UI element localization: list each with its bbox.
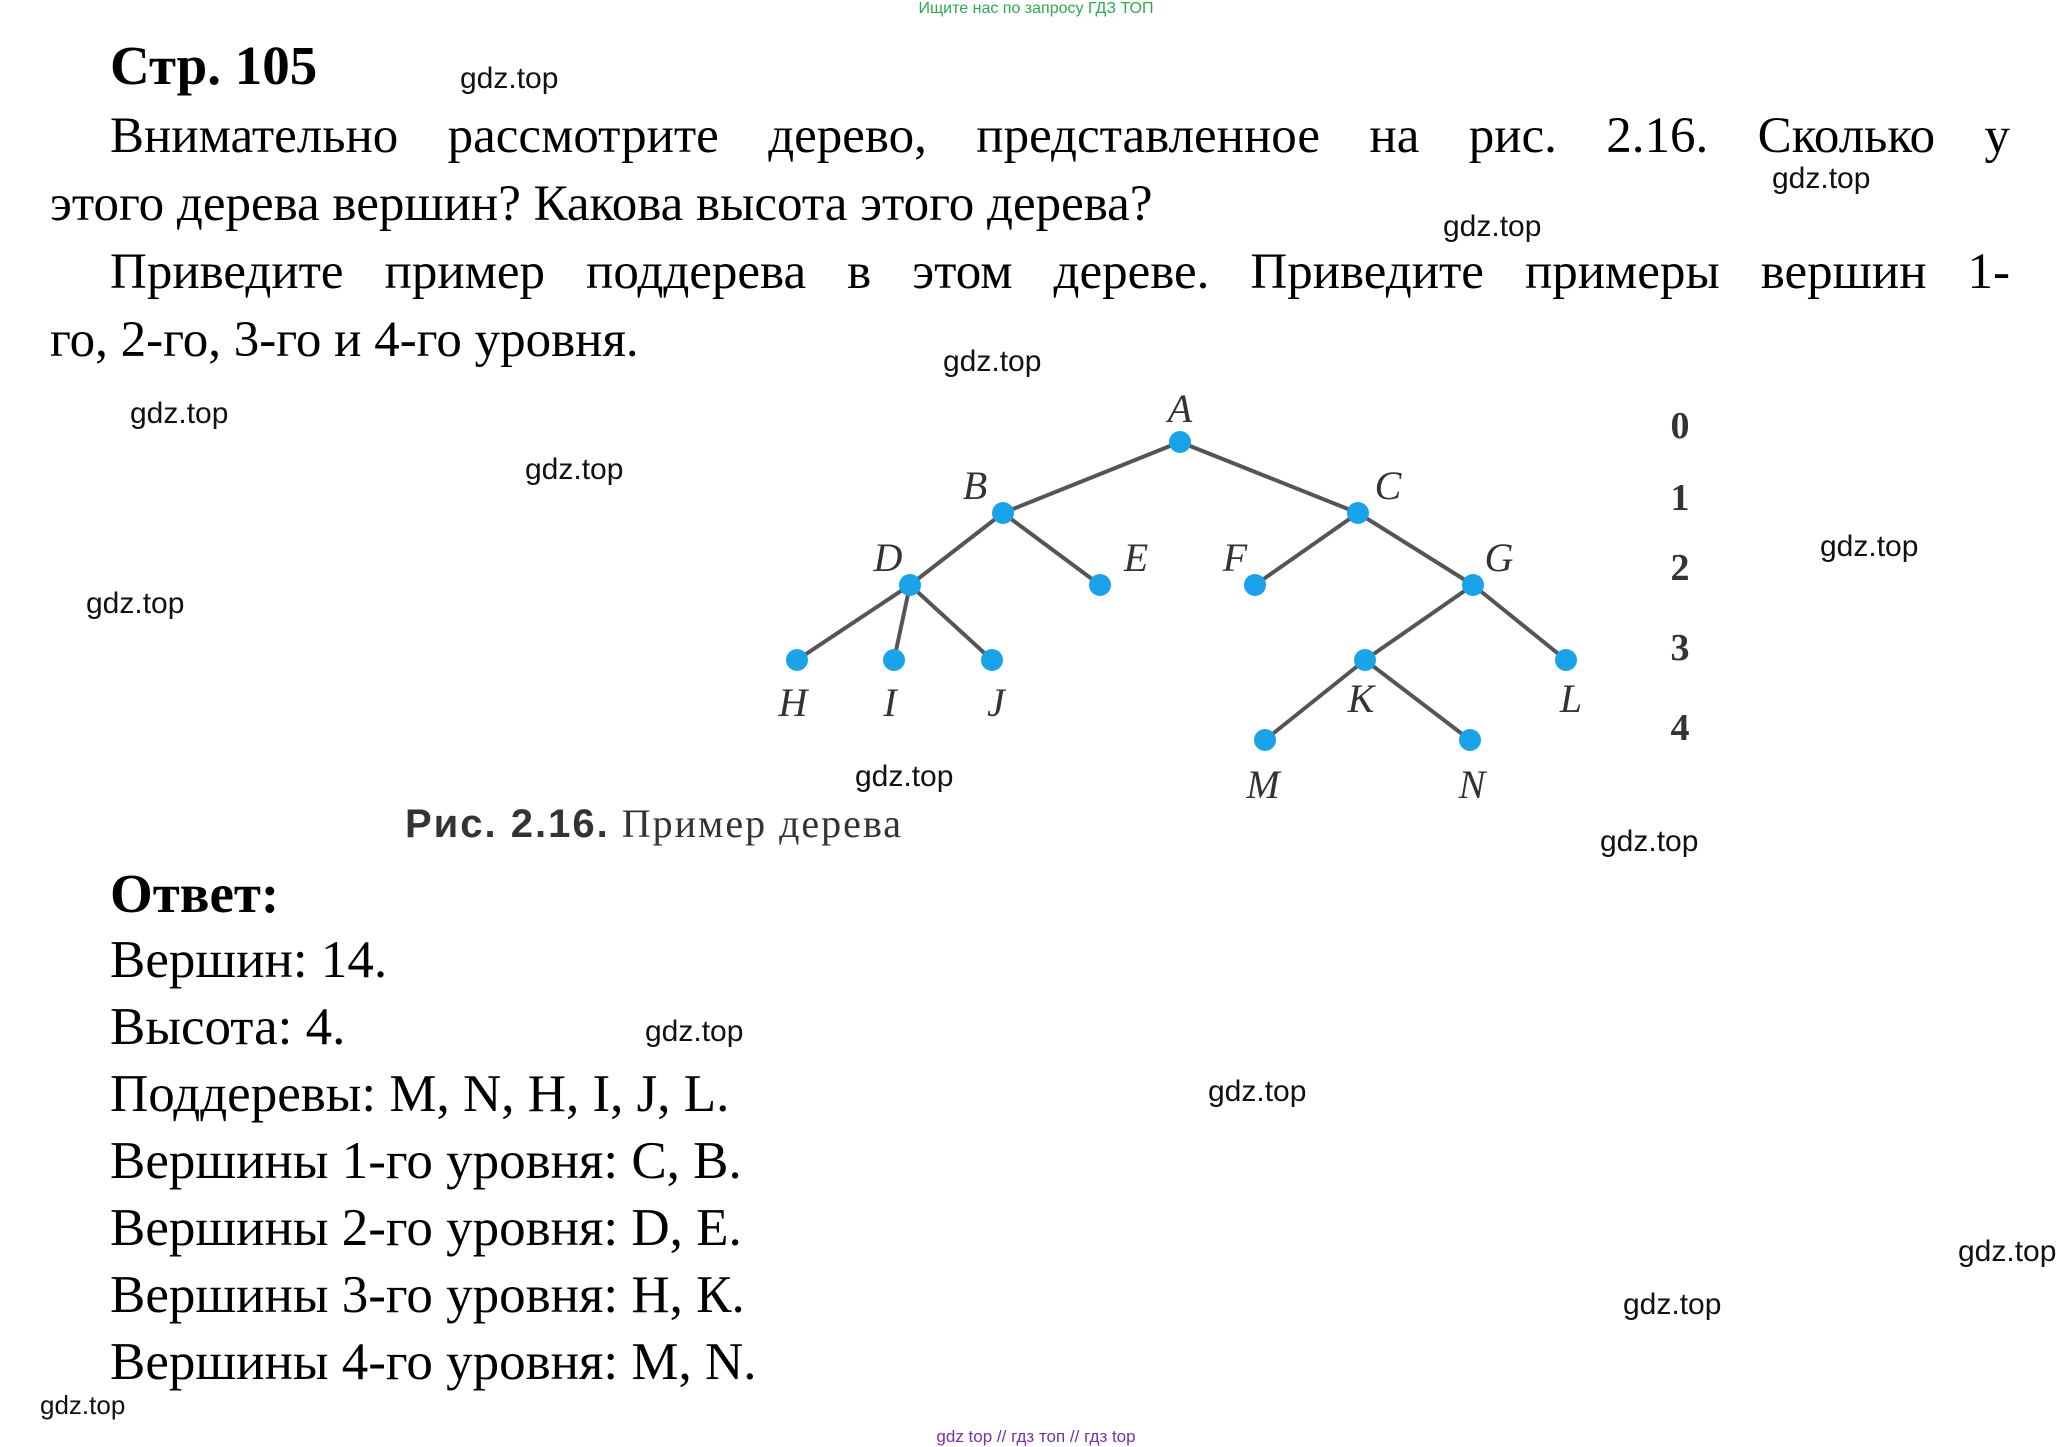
tree-level-label-4: 4	[1670, 707, 1690, 749]
tree-nodes	[778, 386, 1583, 807]
tree-node-label-B: B	[962, 463, 988, 508]
answer-level-4: Вершины 4-го уровня: M, N.	[110, 1333, 757, 1391]
answer-subtrees: Поддеревы: M, N, H, I, J, L.	[110, 1065, 730, 1123]
tree-node-label-F: F	[1222, 535, 1248, 580]
watermark: gdz.top	[1623, 1288, 1722, 1321]
tree-edge-D-H	[797, 585, 910, 660]
tree-node-M	[1254, 729, 1276, 751]
tree-edge-A-B	[1003, 442, 1180, 513]
watermark: gdz.top	[1958, 1235, 2057, 1268]
watermark: gdz.top	[1820, 530, 1919, 563]
tree-node-label-M: M	[1246, 762, 1280, 807]
answer-heading: Ответ:	[110, 863, 280, 924]
tree-node-K	[1354, 649, 1376, 671]
tree-node-C	[1347, 502, 1369, 524]
tree-node-label-A: A	[1167, 386, 1193, 431]
tree-edge-B-D	[910, 513, 1003, 585]
caption-label: Рис. 2.16.	[405, 802, 610, 846]
tree-node-E	[1089, 574, 1111, 596]
tree-level-label-0: 0	[1670, 405, 1690, 447]
watermark: gdz.top	[645, 1015, 744, 1048]
watermark: gdz.top	[525, 453, 624, 486]
top-banner: Ищите нас по запросу ГДЗ ТОП	[918, 0, 1154, 17]
tree-edge-A-C	[1180, 442, 1358, 513]
watermark: gdz.top	[1208, 1075, 1307, 1108]
tree-node-label-D: D	[873, 535, 903, 580]
answer-level-1: Вершины 1-го уровня: C, B.	[110, 1132, 742, 1190]
question-p2-line1: Приведите пример поддерева в этом дереве. Приведите примеры вершин 1-	[110, 244, 2010, 300]
tree-node-H	[786, 649, 808, 671]
tree-node-B	[992, 502, 1014, 524]
figure-caption	[405, 800, 903, 847]
tree-edge-G-K	[1365, 585, 1473, 660]
tree-node-J	[981, 649, 1003, 671]
tree-node-label-K: K	[1347, 676, 1375, 721]
tree-node-I	[883, 649, 905, 671]
tree-edge-C-F	[1255, 513, 1358, 585]
tree-level-labels	[1671, 405, 1690, 749]
tree-node-F	[1244, 574, 1266, 596]
answer-height: Высота: 4.	[110, 998, 346, 1056]
watermark: gdz.top	[460, 62, 559, 95]
tree-node-L	[1555, 649, 1577, 671]
tree-edge-C-G	[1358, 513, 1473, 585]
footer-watermark: gdz top // гдз топ // гдз top	[936, 1427, 1136, 1446]
tree-node-label-J: J	[987, 680, 1005, 725]
tree-level-label-3: 3	[1670, 627, 1690, 669]
tree-edge-B-E	[1003, 513, 1100, 585]
tree-node-label-H: H	[778, 680, 808, 725]
question-p1-line1: Внимательно рассмотрите дерево, представленное на рис. 2.16. Сколько у	[110, 108, 2010, 164]
tree-edge-G-L	[1473, 585, 1566, 660]
watermark: gdz.top	[40, 1390, 126, 1420]
tree-edge-D-J	[910, 585, 992, 660]
tree-node-G	[1462, 574, 1484, 596]
page-title: Стр. 105	[110, 35, 318, 96]
answer-vertex-count: Вершин: 14.	[110, 931, 388, 989]
tree-node-label-E: E	[1123, 535, 1149, 580]
question-p2-line2: го, 2-го, 3-го и 4-го уровня.	[50, 312, 639, 368]
watermark: gdz.top	[86, 587, 185, 620]
tree-node-label-G: G	[1484, 535, 1514, 580]
watermark: gdz.top	[1600, 825, 1699, 858]
tree-node-label-I: I	[883, 680, 897, 725]
tree-level-label-1: 1	[1670, 477, 1690, 519]
tree-node-N	[1459, 729, 1481, 751]
caption-text: Пример дерева	[621, 801, 904, 846]
watermark: gdz.top	[130, 397, 229, 430]
tree-level-label-2: 2	[1670, 547, 1690, 589]
answer-level-2: Вершины 2-го уровня: D, E.	[110, 1199, 742, 1257]
tree-node-label-L: L	[1559, 676, 1583, 721]
tree-node-label-C: C	[1374, 463, 1402, 508]
watermark: gdz.top	[1772, 162, 1871, 195]
watermark: gdz.top	[1443, 210, 1542, 243]
tree-node-A	[1169, 431, 1191, 453]
watermark: gdz.top	[855, 760, 954, 793]
question-p1-line2: этого дерева вершин? Какова высота этого дерева?	[50, 176, 1153, 232]
tree-node-label-N: N	[1458, 762, 1486, 807]
watermark: gdz.top	[943, 345, 1042, 378]
tree-edge-K-N	[1365, 660, 1470, 740]
answer-level-3: Вершины 3-го уровня: H, К.	[110, 1266, 745, 1324]
